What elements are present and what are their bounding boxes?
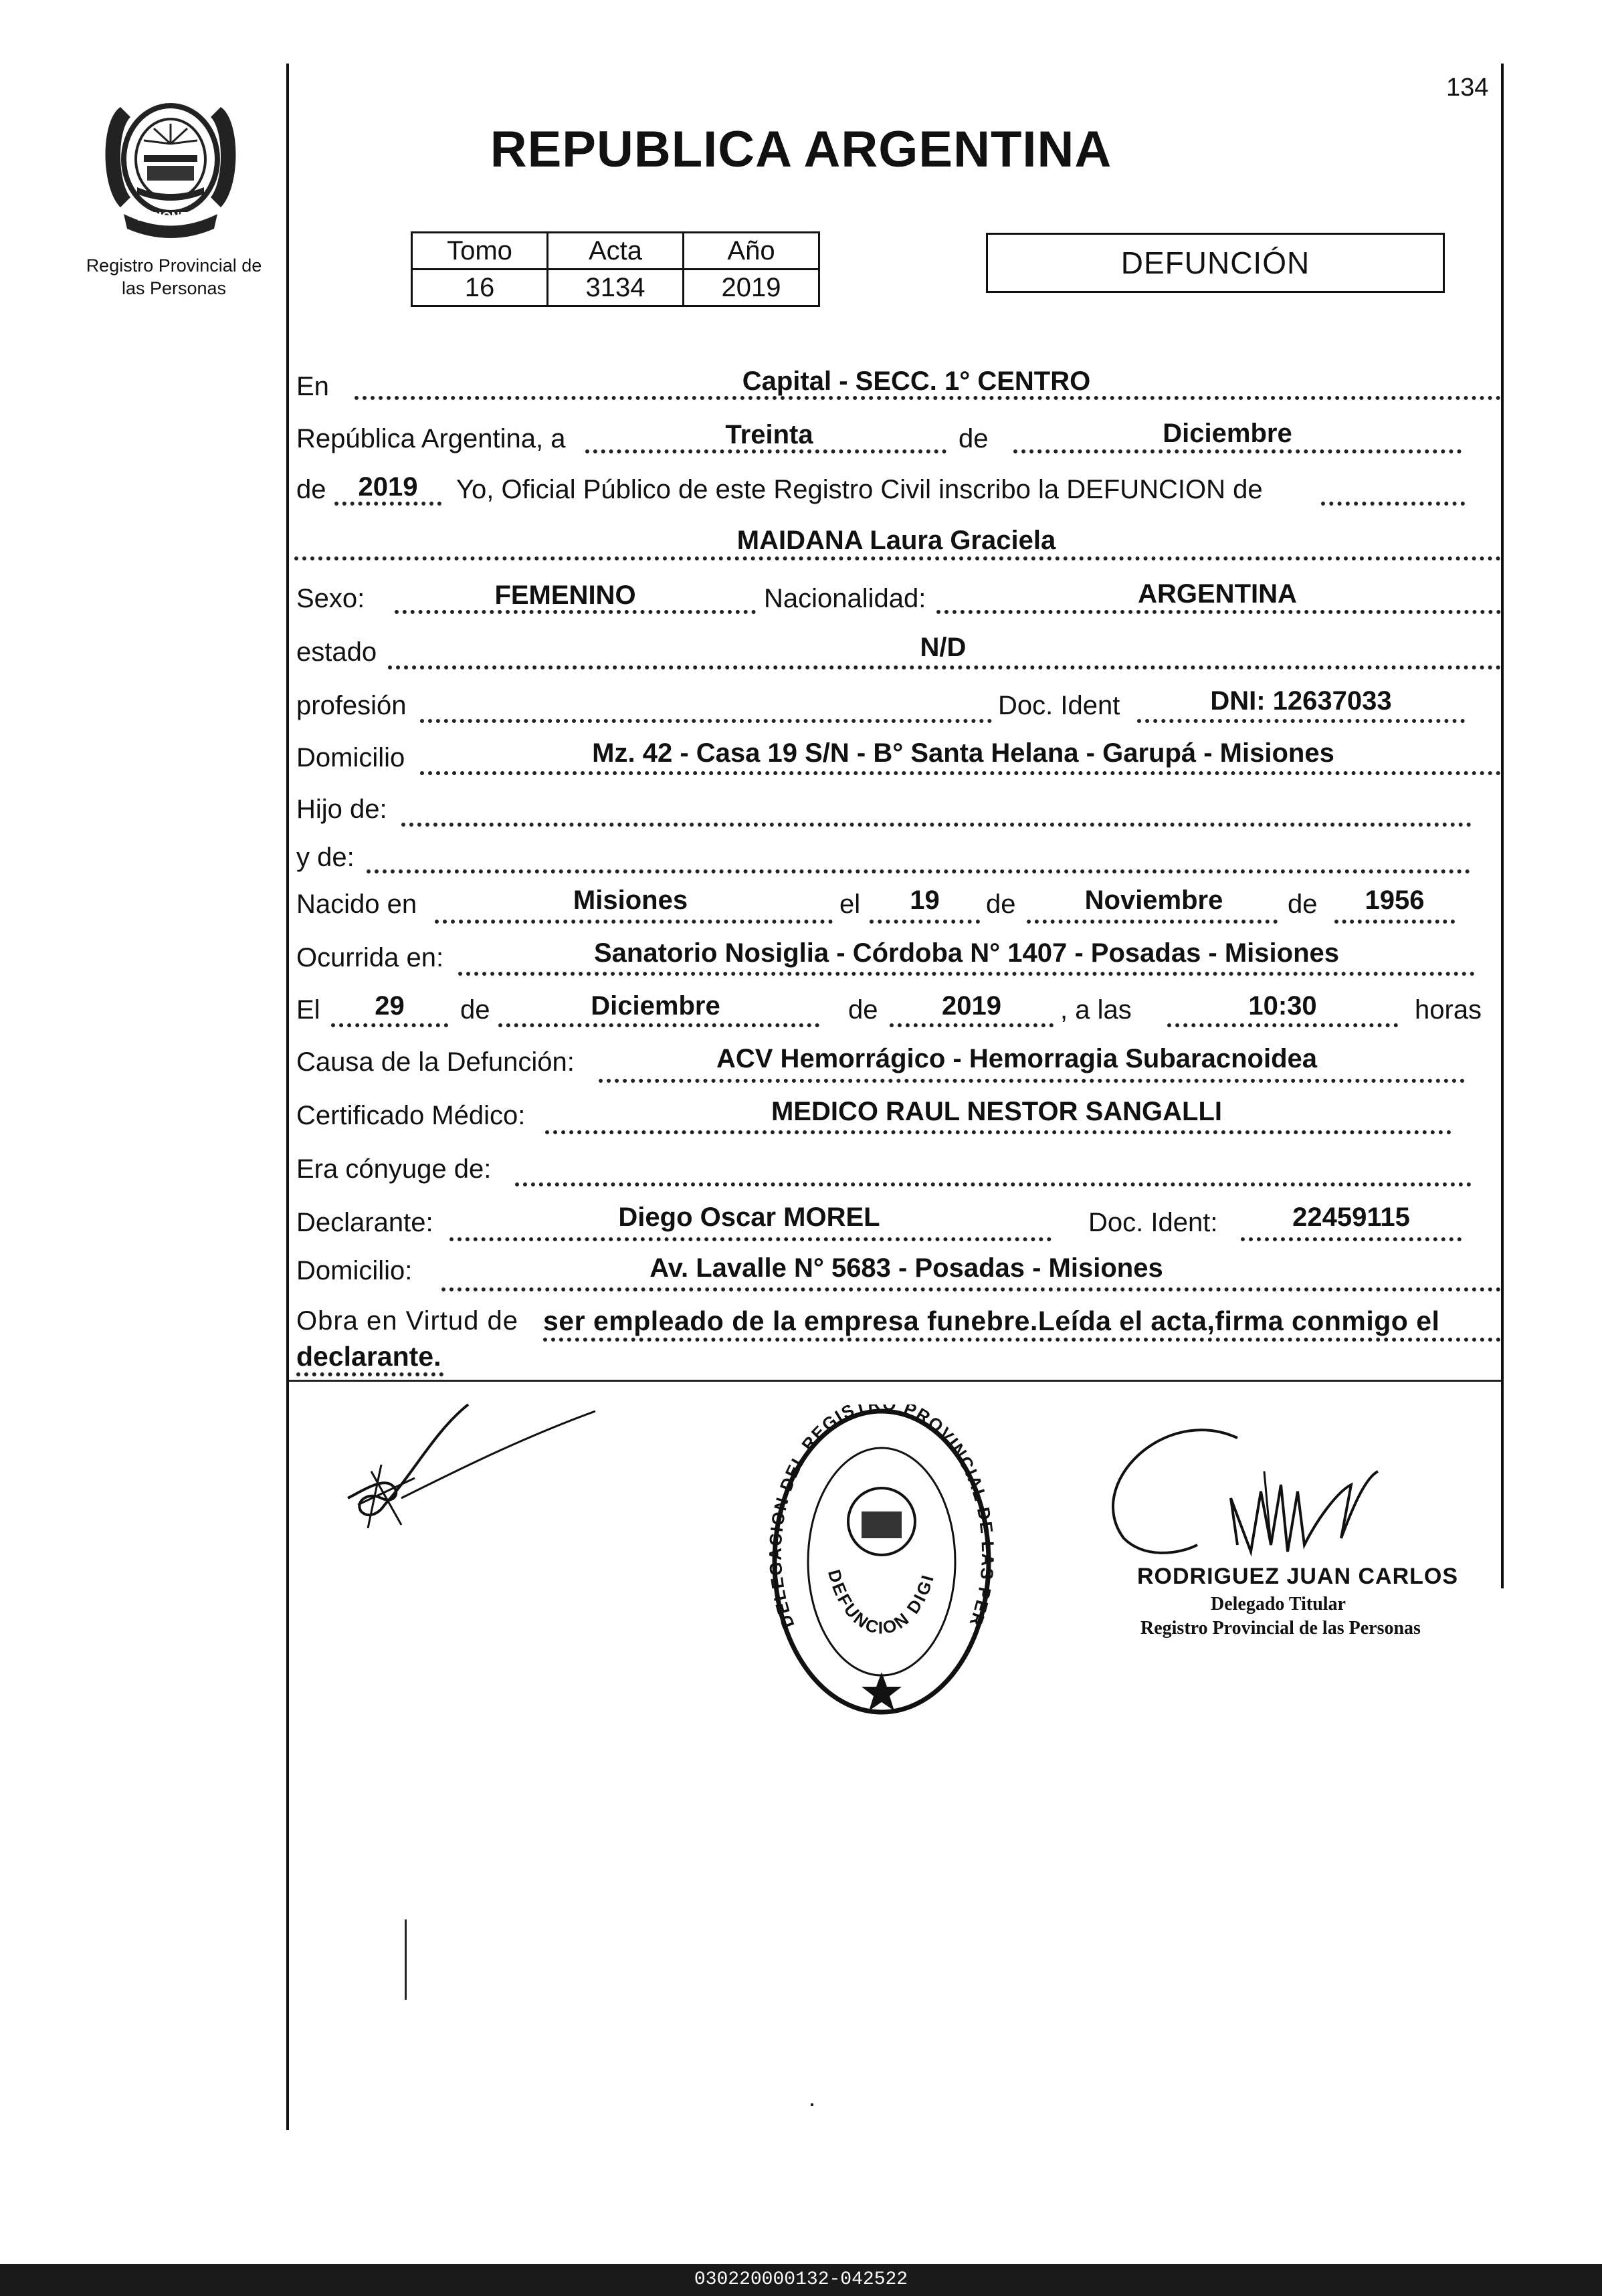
line-doc-declarante	[1241, 1237, 1462, 1241]
label-causa: Causa de la Defunción:	[296, 1047, 575, 1077]
seal-bottom-text: MISIONES	[137, 210, 197, 223]
label-de-def-mes: de	[460, 995, 490, 1025]
book-value-tomo: 16	[412, 270, 548, 306]
line-oficial-end	[1321, 502, 1465, 506]
right-margin-line	[1501, 64, 1504, 1588]
stamp-outer-text: DELE ION DEL REGIST PROVINCIAL DE PER	[768, 1404, 995, 1631]
line-def-dia	[331, 1023, 448, 1027]
label-obra-en-virtud: Obra en Virtud de	[296, 1306, 519, 1336]
scan-mark-2	[811, 2103, 813, 2106]
value-anio-inscripcion: 2019	[358, 472, 418, 502]
label-domicilio: Domicilio	[296, 743, 405, 772]
label-oficial-text: Yo, Oficial Público de este Registro Civil inscribo la DEFUNCION de	[456, 475, 1263, 504]
signatory-name: RODRIGUEZ JUAN CARLOS	[1137, 1564, 1459, 1589]
line-domicilio-declarante	[441, 1287, 1501, 1291]
line-dia	[585, 449, 946, 453]
value-lugar: Capital - SECC. 1° CENTRO	[742, 367, 1091, 396]
left-margin-line	[286, 64, 289, 2130]
label-de-anio: de	[296, 475, 326, 504]
line-ocurrida-en	[458, 972, 1475, 976]
svg-text:DEFUNCION DIGITAL	[768, 1404, 938, 1638]
value-mes-inscripcion: Diciembre	[1163, 419, 1292, 448]
line-obra-virtud	[543, 1338, 1501, 1342]
label-profesion: profesión	[296, 691, 407, 720]
scan-mark-1	[405, 1919, 407, 2000]
section-separator	[289, 1380, 1501, 1382]
book-value-anio: 2019	[684, 270, 819, 306]
value-obra-virtud-line2: declarante.	[296, 1341, 441, 1372]
label-el-cap: El	[296, 995, 320, 1025]
footer-barcode-bar: 030220000132-042522	[0, 2264, 1602, 2296]
label-declarante: Declarante:	[296, 1208, 433, 1237]
label-doc-ident-declarante: Doc. Ident:	[1088, 1208, 1218, 1237]
line-anio	[334, 502, 441, 506]
record-type-box: DEFUNCIÓN	[986, 233, 1445, 293]
label-certificado: Certificado Médico:	[296, 1101, 526, 1130]
line-mes	[1013, 449, 1462, 453]
line-obra-virtud-2	[296, 1372, 443, 1376]
line-estado	[388, 665, 1501, 669]
label-y-de: y de:	[296, 843, 355, 872]
label-de-nac-anio: de	[1288, 890, 1318, 919]
label-nacido-en: Nacido en	[296, 890, 417, 919]
line-nac-dia	[870, 920, 980, 924]
line-nacionalidad	[936, 610, 1501, 614]
value-causa: ACV Hemorrágico - Hemorragia Subaracnoidea	[716, 1044, 1318, 1073]
book-header-anio: Año	[684, 233, 819, 270]
label-republica-a: República Argentina, a	[296, 424, 566, 453]
value-sexo: FEMENINO	[494, 581, 636, 610]
signature-block	[1137, 1564, 1485, 1639]
line-def-anio	[890, 1023, 1054, 1027]
value-domicilio: Mz. 42 - Casa 19 S/N - B° Santa Helana - Garupá - Misiones	[592, 738, 1334, 768]
stamp-inner-text: DEFUNCION DIGI	[823, 1567, 938, 1639]
value-nac-mes: Noviembre	[1084, 885, 1223, 915]
signatory-role: Delegado Titular	[1211, 1594, 1346, 1614]
value-obra-virtud-line1: ser empleado de la empresa funebre.Leída el acta,firma conmigo el	[543, 1306, 1440, 1336]
line-profesion	[420, 719, 992, 723]
line-domicilio	[420, 771, 1501, 775]
value-dia-letras: Treinta	[725, 420, 813, 449]
label-de-nac-mes: de	[986, 890, 1016, 919]
value-certificado: MEDICO RAUL NESTOR SANGALLI	[771, 1097, 1223, 1126]
book-header-tomo: Tomo	[412, 233, 548, 270]
value-hora: 10:30	[1248, 991, 1317, 1021]
line-def-mes	[498, 1023, 819, 1027]
line-nac-mes	[1027, 920, 1278, 924]
line-hora	[1167, 1023, 1398, 1027]
label-ocurrida-en: Ocurrida en:	[296, 943, 444, 972]
value-declarante: Diego Oscar MOREL	[618, 1203, 880, 1232]
label-horas: horas	[1415, 995, 1482, 1025]
line-nac-anio	[1334, 920, 1455, 924]
line-certificado	[545, 1130, 1451, 1134]
label-de-def-anio: de	[848, 995, 878, 1025]
signatory-office: Registro Provincial de las Personas	[1140, 1618, 1421, 1639]
line-sexo	[395, 610, 756, 614]
official-signature	[1084, 1411, 1458, 1585]
value-ocurrida-en: Sanatorio Nosiglia - Córdoba N° 1407 - Posadas - Misiones	[593, 938, 1340, 968]
value-nac-anio: 1956	[1365, 885, 1425, 915]
label-nacionalidad: Nacionalidad:	[764, 584, 926, 613]
registry-name-line2: las Personas	[121, 278, 227, 298]
value-domicilio-declarante: Av. Lavalle N° 5683 - Posadas - Misiones	[649, 1253, 1163, 1283]
value-nac-dia: 19	[910, 885, 940, 915]
line-en	[355, 396, 1501, 400]
line-causa	[599, 1079, 1465, 1083]
line-fallecido	[294, 556, 1501, 560]
value-def-dia: 29	[375, 991, 405, 1021]
line-y-de	[367, 869, 1470, 873]
label-doc-ident: Doc. Ident	[998, 691, 1120, 720]
value-doc-declarante: 22459115	[1292, 1203, 1410, 1232]
value-def-anio: 2019	[942, 991, 1001, 1021]
label-a-las: , a las	[1060, 995, 1132, 1025]
line-conyuge	[515, 1182, 1472, 1186]
page-number: 134	[1446, 74, 1489, 102]
line-hijo-de	[401, 823, 1472, 827]
label-domicilio-declarante: Domicilio:	[296, 1256, 413, 1285]
line-nacido-en	[435, 920, 833, 924]
official-oval-stamp	[768, 1404, 995, 1719]
label-estado: estado	[296, 637, 377, 667]
label-el: el	[839, 890, 861, 919]
value-nacionalidad: ARGENTINA	[1138, 579, 1297, 609]
value-estado-civil: N/D	[920, 633, 967, 662]
label-conyuge: Era cónyuge de:	[296, 1154, 492, 1184]
book-header-acta: Acta	[548, 233, 684, 270]
label-de-mes: de	[959, 424, 989, 453]
value-dni: DNI: 12637033	[1210, 686, 1392, 716]
book-value-acta: 3134	[548, 270, 684, 306]
registry-name	[54, 254, 294, 300]
book-table	[411, 231, 820, 307]
value-nacido-en: Misiones	[573, 885, 688, 915]
label-sexo: Sexo:	[296, 584, 365, 613]
declarant-signature	[321, 1391, 602, 1538]
label-en: En	[296, 372, 329, 401]
value-fallecido: MAIDANA Laura Graciela	[736, 526, 1056, 555]
registry-name-line1: Registro Provincial de	[86, 255, 262, 276]
label-hijo-de: Hijo de:	[296, 795, 387, 824]
value-def-mes: Diciembre	[591, 991, 720, 1021]
line-dni	[1137, 719, 1465, 723]
line-declarante	[449, 1237, 1052, 1241]
country-title: REPUBLICA ARGENTINA	[490, 121, 1112, 178]
